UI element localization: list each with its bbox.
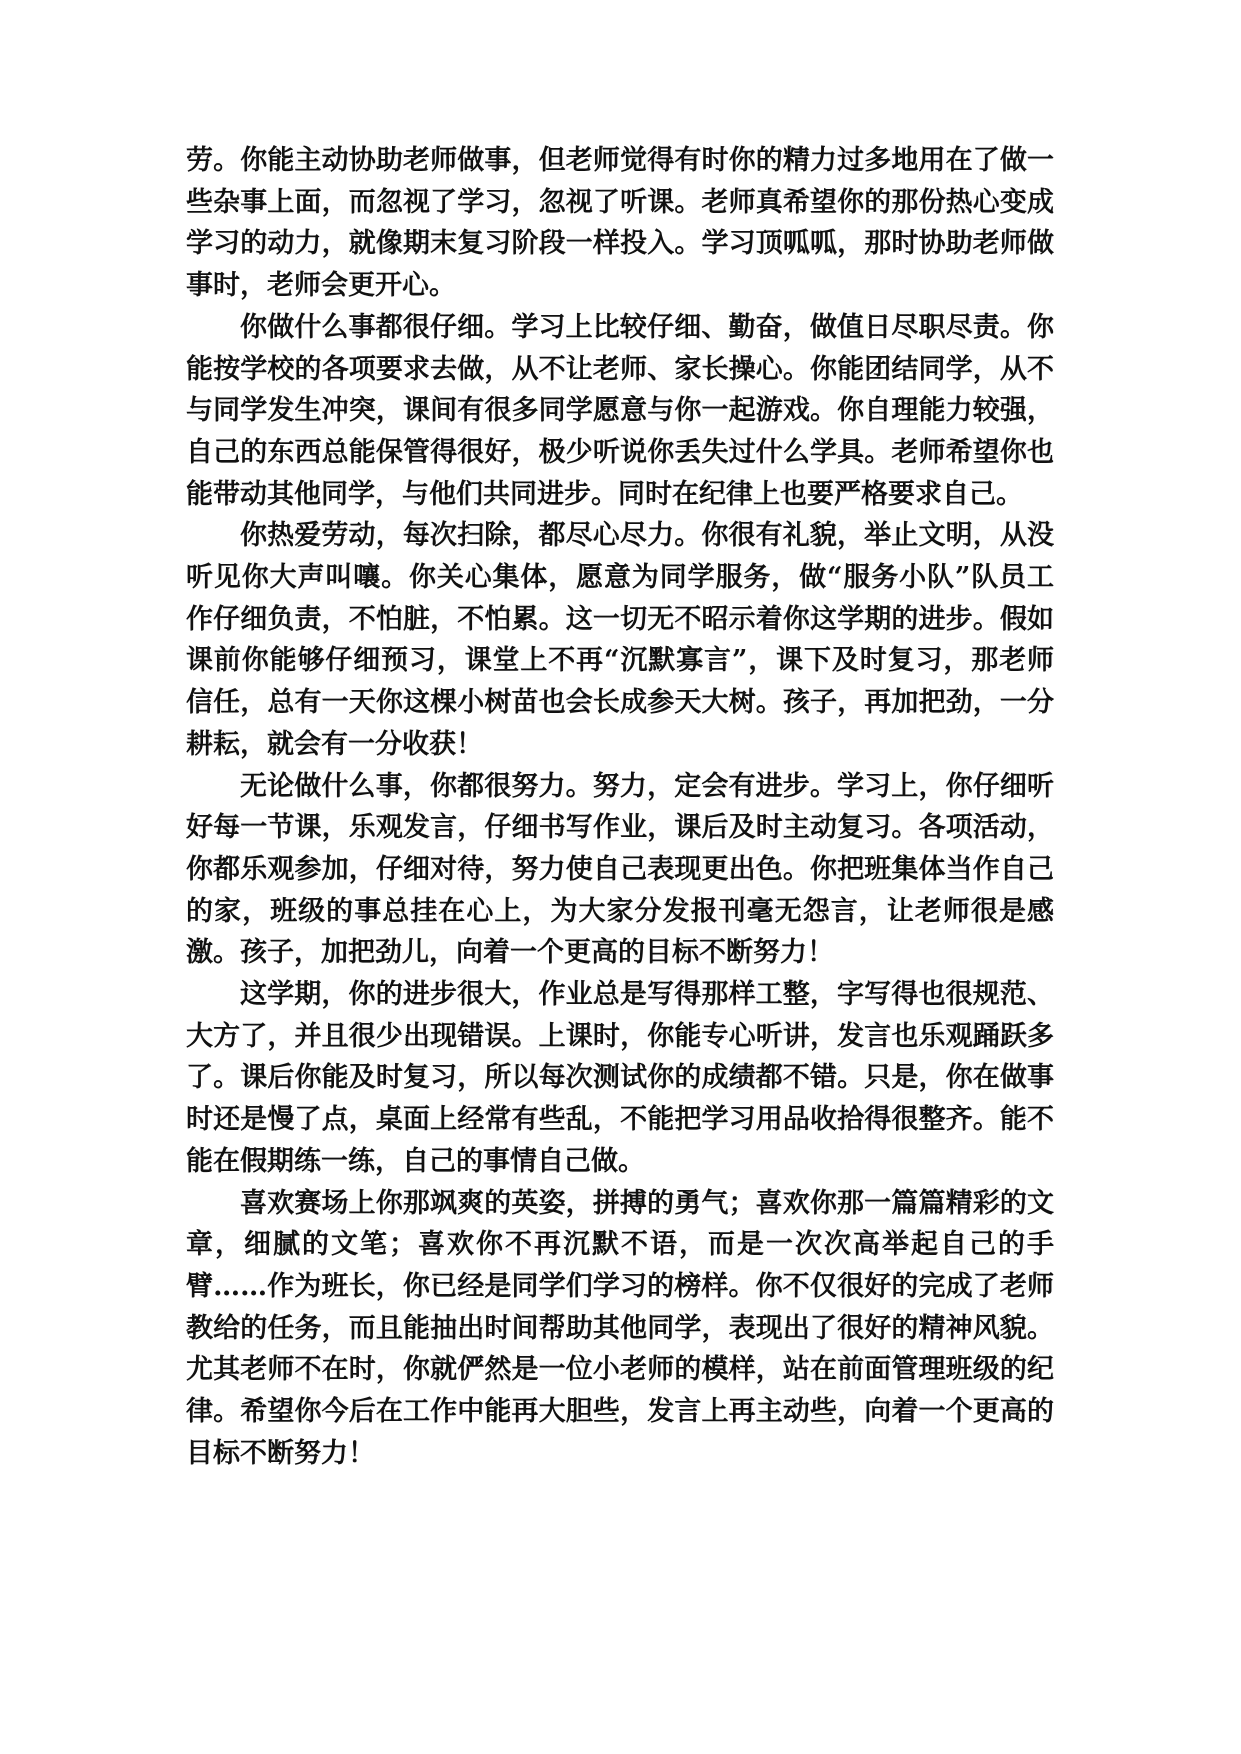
paragraph-2: 你做什么事都很仔细。学习上比较仔细、勤奋，做值日尽职尽责。你能按学校的各项要求去做，从不让老师、家长操心。你能团结同学，从不与同学发生冲突，课间有很多同学愿意与你一起游戏。你自理能力较强，自己的东西总能保管得很好，极少听说你丢失过什么学具。老师希望你也能带动其他同学，与他们共同进步。同时在纪律上也要严格要求自己。 (186, 311, 1054, 510)
document-body (186, 140, 1054, 1475)
paragraph-6: 喜欢赛场上你那飒爽的英姿，拼搏的勇气；喜欢你那一篇篇精彩的文章，细腻的文笔；喜欢你不再沉默不语，而是一次次高举起自己的手臂……作为班长，你已经是同学们学习的榜样。你不仅很好的完成了老师教给的任务，而且能抽出时间帮助其他同学，表现出了很好的精神风貌。尤其老师不在时，你就俨然是一位小老师的模样，站在前面管理班级的纪律。希望你今后在工作中能再大胆些，发言上再主动些，向着一个更高的目标不断努力！ (186, 1187, 1054, 1469)
paragraph-4: 无论做什么事，你都很努力。努力，定会有进步。学习上，你仔细听好每一节课，乐观发言，仔细书写作业，课后及时主动复习。各项活动，你都乐观参加，仔细对待，努力使自己表现更出色。你把班集体当作自己的家，班级的事总挂在心上，为大家分发报刊毫无怨言，让老师很是感激。孩子，加把劲儿，向着一个更高的目标不断努力！ (186, 770, 1054, 969)
paragraph-5: 这学期，你的进步很大，作业总是写得那样工整，字写得也很规范、大方了，并且很少出现错误。上课时，你能专心听讲，发言也乐观踊跃多了。课后你能及时复习，所以每次测试你的成绩都不错。只是，你在做事时还是慢了点，桌面上经常有些乱，不能把学习用品收拾得很整齐。能不能在假期练一练，自己的事情自己做。 (186, 979, 1054, 1177)
paragraph-1: 劳。你能主动协助老师做事，但老师觉得有时你的精力过多地用在了做一些杂事上面，而忽视了学习，忽视了听课。老师真希望你的那份热心变成学习的动力，就像期末复习阶段一样投入。学习顶呱呱，那时协助老师做事时，老师会更开心。 (186, 145, 1054, 302)
paragraph-3: 你热爱劳动，每次扫除，都尽心尽力。你很有礼貌，举止文明，从没听见你大声叫嚷。你关心集体，愿意为同学服务，做“服务小队”队员工作仔细负责，不怕脏，不怕累。这一切无不昭示着你这学期的进步。假如课前你能够仔细预习，课堂上不再“沉默寡言”，课下及时复习，那老师信任，总有一天你这棵小树苗也会长成参天大树。孩子，再加把劲，一分耕耘，就会有一分收获！ (186, 520, 1054, 760)
